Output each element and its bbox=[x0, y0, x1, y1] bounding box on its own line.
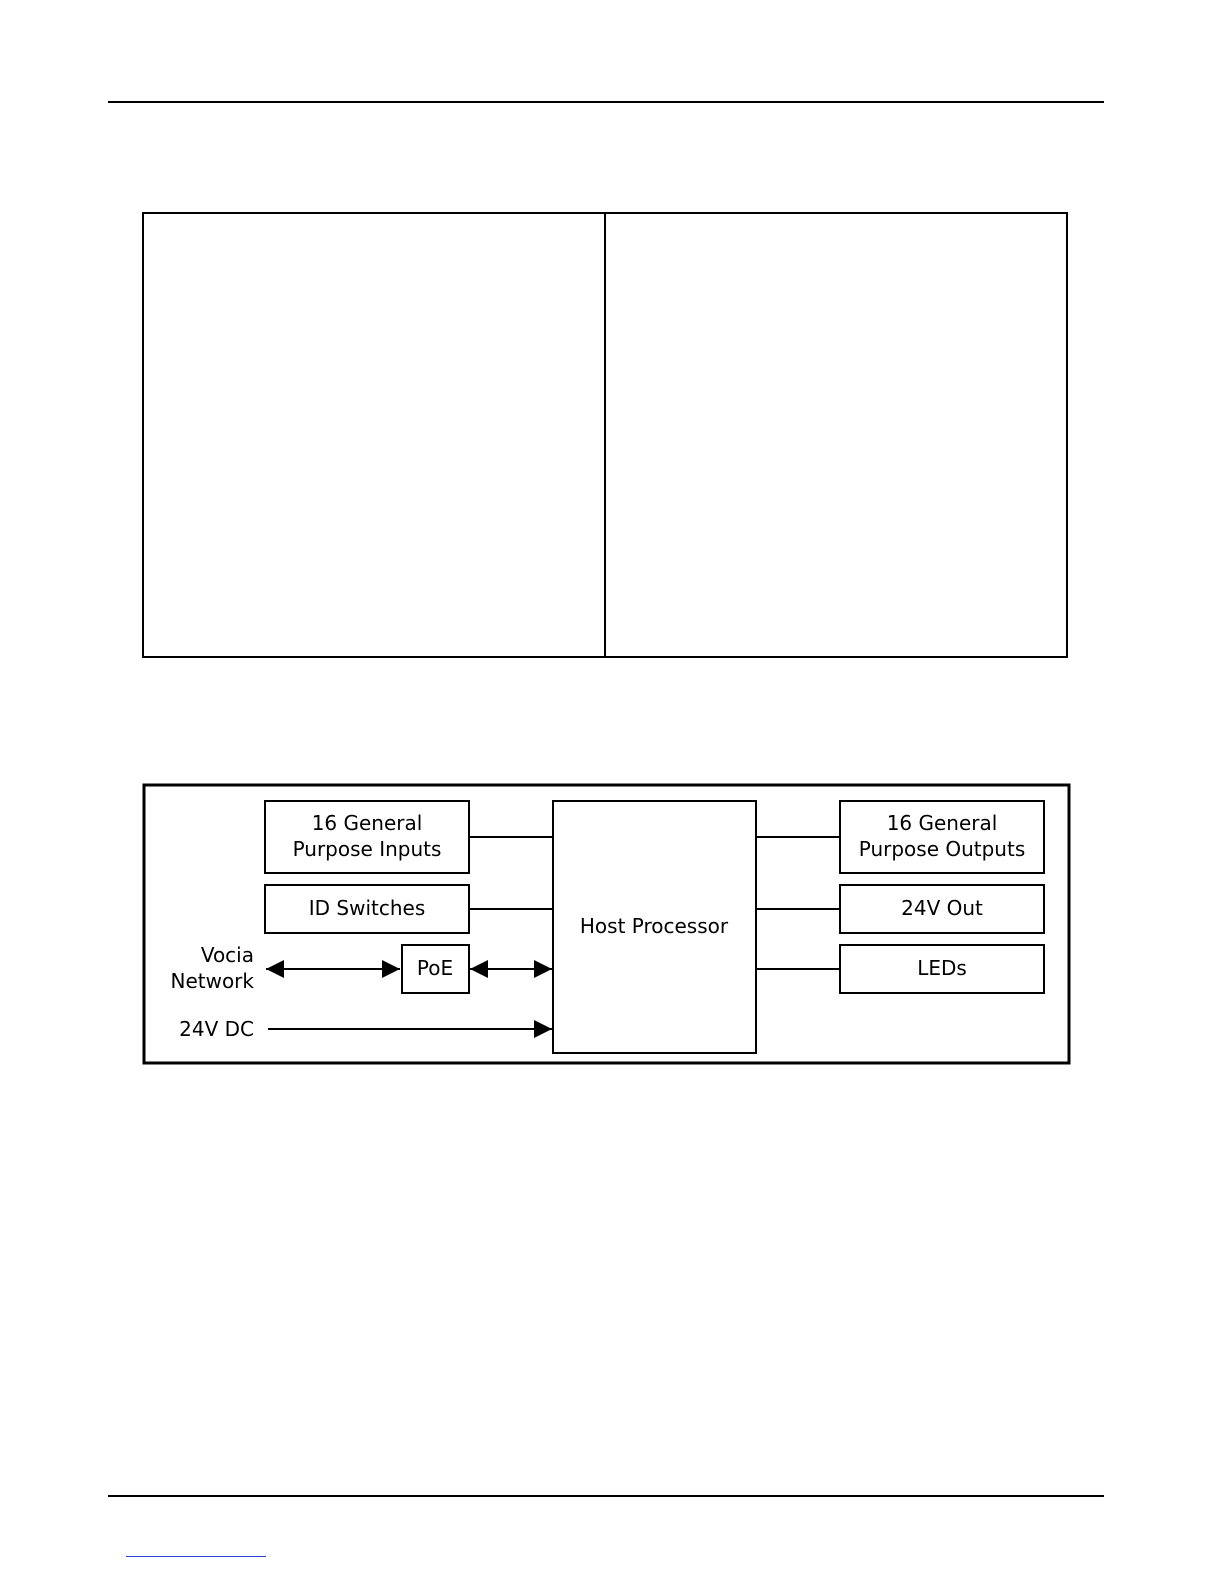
poe-block bbox=[402, 945, 469, 993]
id-switches-label: ID Switches bbox=[308, 896, 426, 920]
out-24v-label: 24V Out bbox=[901, 896, 983, 920]
gp-outputs-label-line1: 16 General bbox=[886, 811, 998, 835]
footer-link-underline[interactable] bbox=[126, 1556, 266, 1557]
gp-inputs-block bbox=[265, 801, 469, 873]
host-processor-block bbox=[553, 801, 756, 1053]
out-24v-block bbox=[840, 885, 1044, 933]
leds-label: LEDs bbox=[917, 956, 967, 980]
leds-block bbox=[840, 945, 1044, 993]
dc-24v-label: 24V DC bbox=[179, 1017, 254, 1041]
poe-label: PoE bbox=[416, 956, 454, 980]
host-processor-label: Host Processor bbox=[579, 914, 729, 938]
vocia-network-label-line2: Network bbox=[170, 969, 254, 993]
gp-outputs-block bbox=[840, 801, 1044, 873]
footer-rule bbox=[108, 1495, 1104, 1497]
vocia-network-label-line1: Vocia bbox=[200, 943, 254, 967]
gp-inputs-label-line2: Purpose Inputs bbox=[292, 837, 442, 861]
gp-outputs-label-line2: Purpose Outputs bbox=[858, 837, 1026, 861]
id-switches-block bbox=[265, 885, 469, 933]
gp-inputs-label-line1: 16 General bbox=[311, 811, 423, 835]
